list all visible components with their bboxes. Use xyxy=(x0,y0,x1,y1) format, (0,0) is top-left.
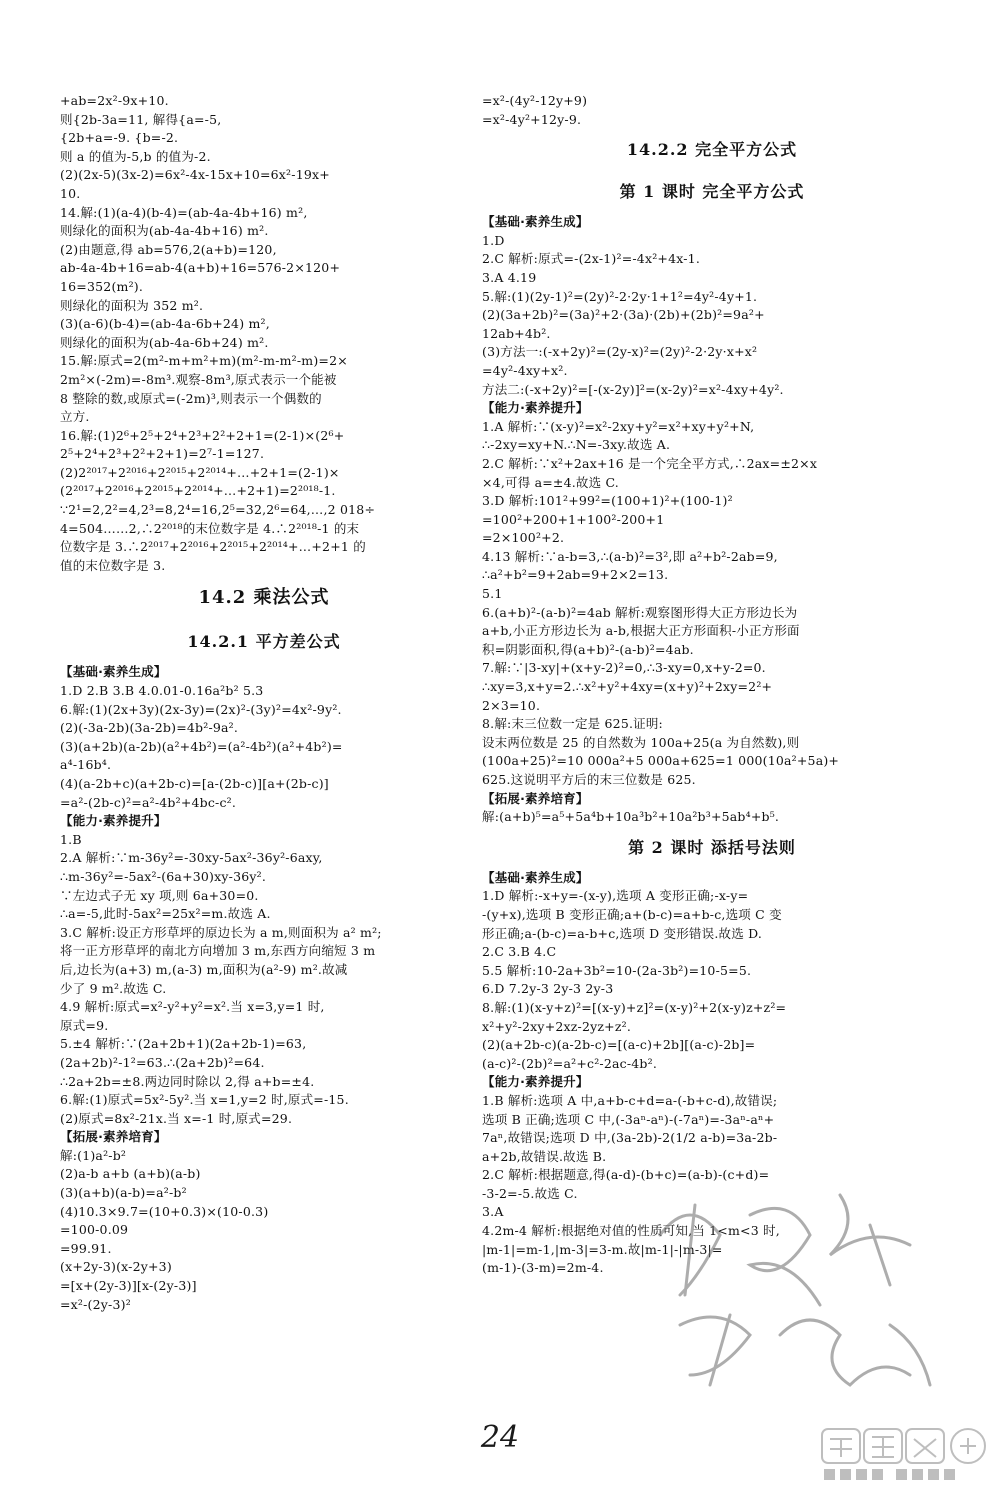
subsection-heading: 14.2.2 完全平方公式 xyxy=(626,140,798,160)
answer-line: 6.D 7.2y-3 2y-3 2y-3 xyxy=(482,981,614,997)
exercise-category-label: 【拓展·素养培育】 xyxy=(482,790,589,806)
answer-line: +ab=2x²-9x+10. xyxy=(60,93,169,108)
answer-line: 设末两位数是 25 的自然数为 100a+25(a 为自然数),则 xyxy=(482,734,800,750)
answer-line: (2a+2b)²-1²=63.∴(2a+2b)²=64. xyxy=(60,1054,265,1070)
answer-line: 6.(a+b)²-(a-b)²=4ab 解析:观察图形得大正方形边长为 xyxy=(482,604,798,620)
answer-line: 则 a 的值为-5,b 的值为-2. xyxy=(60,148,211,164)
answer-line: (4)10.3×9.7=(10+0.3)×(10-0.3) xyxy=(60,1203,269,1219)
answer-line: (a-c)²-(2b)²=a²+c²-2ac-4b². xyxy=(482,1055,657,1071)
answer-line: (2)由题意,得 ab=576,2(a+b)=120, xyxy=(60,241,277,257)
answer-line: 2.C 3.B 4.C xyxy=(482,944,557,960)
answer-line: ×4,可得 a=±4.故选 C. xyxy=(482,474,619,490)
answer-line: =x²-(2y-3)² xyxy=(60,1296,131,1312)
answer-line: x²+y²-2xy+2xz-2yz+z². xyxy=(482,1018,632,1034)
answer-line: 1.D xyxy=(482,232,505,248)
answer-line: 1.B 解析:选项 A 中,a+b-c+d=a-(-b+c-d),故错误; xyxy=(482,1092,778,1108)
page-number: 24 xyxy=(480,1420,520,1455)
answer-line: 则绿化的面积为(ab-4a-6b+24) m². xyxy=(60,334,269,350)
answer-line: (3)(a+2b)(a-2b)(a²+4b²)=(a²-4b²)(a²+4b²)= xyxy=(60,738,343,754)
answer-line: 积=阴影面积,得(a+b)²-(a-b)²=4ab. xyxy=(482,641,694,657)
answer-line: ∴xy=3,x+y=2.∴x²+y²+4xy=(x+y)²+2xy=2²+ xyxy=(482,679,773,695)
answer-line: 原式=9. xyxy=(60,1017,109,1033)
answer-line: (3)(a+b)(a-b)=a²-b² xyxy=(60,1185,187,1201)
answer-line: 6.解:(1)(2x+3y)(2x-3y)=(2x)²-(3y)²=4x²-9y². xyxy=(60,701,342,717)
answer-line: (2)(a+2b-c)(a-2b-c)=[(a-c)+2b][(a-c)-2b]= xyxy=(482,1037,756,1053)
answer-line: 3.C 解析:设正方形草坪的原边长为 a m,则面积为 a² m²; xyxy=(60,924,382,940)
answer-line: 12ab+4b². xyxy=(482,325,551,341)
answer-line: -3-2=-5.故选 C. xyxy=(482,1185,578,1201)
answer-line: (2)2²⁰¹⁷+2²⁰¹⁶+2²⁰¹⁵+2²⁰¹⁴+…+2+1=(2-1)× xyxy=(60,464,340,480)
answer-line: a+2b,故错误.故选 B. xyxy=(482,1148,607,1164)
answer-line: 625.这说明平方后的末三位数是 625. xyxy=(482,772,696,787)
answer-line: 5.±4 解析:∵(2a+2b+1)(2a+2b-1)=63, xyxy=(60,1036,307,1052)
exercise-category-label: 【基础·素养生成】 xyxy=(60,664,167,680)
subsection-heading: 第 1 课时 完全平方公式 xyxy=(619,182,805,202)
answer-line: ∴2a+2b=±8.两边同时除以 2,得 a+b=±4. xyxy=(60,1073,315,1089)
answer-line: (2)原式=8x²-21x.当 x=-1 时,原式=29. xyxy=(60,1110,293,1126)
answer-line: (100a+25)²=10 000a²+5 000a+625=1 000(10a²+5a)+ xyxy=(482,753,840,769)
answer-line: 1.A 解析:∵(x-y)²=x²-2xy+y²=x²+xy+y²+N, xyxy=(482,418,755,434)
subsection-heading: 14.2.1 平方差公式 xyxy=(187,632,341,652)
answer-line: =x²-(4y²-12y+9) xyxy=(482,93,588,108)
answer-line: 值的末位数字是 3. xyxy=(60,557,166,573)
answer-line: 6.解:(1)原式=5x²-5y².当 x=1,y=2 时,原式=-15. xyxy=(60,1092,349,1108)
answer-line: 将一正方形草坪的南北方向增加 3 m,东西方向缩短 3 m xyxy=(60,943,376,959)
section-heading: 14.2 乘法公式 xyxy=(198,587,330,609)
answer-line: 立方. xyxy=(60,409,90,425)
answer-line: ∵左边式子无 xy 项,则 6a+30=0. xyxy=(60,887,259,903)
answer-line: ab-4a-4b+16=ab-4(a+b)+16=576-2×120+ xyxy=(60,260,341,276)
answer-line: (m-1)-(3-m)=2m-4. xyxy=(482,1260,604,1276)
answer-line: a+b,小正方形边长为 a-b,根据大正方形面积-小正方形面 xyxy=(482,623,800,639)
answer-line: 16.解:(1)2⁶+2⁵+2⁴+2³+2²+2+1=(2-1)×(2⁶+ xyxy=(60,427,345,443)
answer-line: =x²-4y²+12y-9. xyxy=(482,111,582,127)
answer-line: 解:(a+b)⁵=a⁵+5a⁴b+10a³b²+10a²b³+5ab⁴+b⁵. xyxy=(482,809,780,825)
answer-line: 4.2m-4 解析:根据绝对值的性质可知,当 1<m<3 时, xyxy=(482,1223,780,1239)
answer-line: 位数字是 3.∴2²⁰¹⁷+2²⁰¹⁶+2²⁰¹⁵+2²⁰¹⁴+…+2+1 的 xyxy=(60,539,366,555)
answer-line: 5.解:(1)(2y-1)²=(2y)²-2·2y·1+1²=4y²-4y+1. xyxy=(482,288,758,304)
answer-site-logo xyxy=(818,1425,993,1483)
answer-line: (3)方法一:(-x+2y)²=(2y-x)²=(2y)²-2·2y·x+x² xyxy=(482,344,758,360)
answer-line: |m-1|=m-1,|m-3|=3-m.故|m-1|-|m-3|= xyxy=(482,1241,723,1257)
answer-line: 1.B xyxy=(60,831,82,847)
subsection-heading: 第 2 课时 添括号法则 xyxy=(628,837,796,857)
answer-line: 16=352(m²). xyxy=(60,278,144,294)
answer-line: 后,边长为(a+3) m,(a-3) m,面积为(a²-9) m².故减 xyxy=(60,961,348,977)
answer-line: 则{2b-3a=11, 解得{a=-5, xyxy=(60,111,222,127)
answer-line: 则绿化的面积为(ab-4a-4b+16) m². xyxy=(60,223,269,239)
answer-line: (3)(a-6)(b-4)=(ab-4a-6b+24) m², xyxy=(60,316,270,332)
answer-line: (2)(-3a-2b)(3a-2b)=4b²-9a². xyxy=(60,720,239,736)
answer-line: 3.A xyxy=(482,1204,504,1220)
answer-line: (2)a-b a+b (a+b)(a-b) xyxy=(60,1166,201,1182)
answer-line: 8.解:(1)(x-y+z)²=[(x-y)+z]²=(x-y)²+2(x-y)z+z²= xyxy=(482,999,787,1015)
answer-line: =2×100²+2. xyxy=(482,530,565,546)
answer-line: 4.9 解析:原式=x²-y²+y²=x².当 x=3,y=1 时, xyxy=(60,999,325,1015)
answer-line: 4.13 解析:∵a-b=3,∴(a-b)²=3²,即 a²+b²-2ab=9, xyxy=(482,548,778,564)
answer-line: 15.解:原式=2(m²-m+m²+m)(m²-m-m²-m)=2× xyxy=(60,353,348,369)
answer-line: 8.解:末三位数一定是 625.证明: xyxy=(482,716,663,732)
answer-line: 则绿化的面积为 352 m². xyxy=(60,297,204,313)
answer-line: (2)(3a+2b)²=(3a)²+2·(3a)·(2b)+(2b)²=9a²+ xyxy=(482,307,765,323)
answer-line: 少了 9 m².故选 C. xyxy=(60,980,167,996)
exercise-category-label: 【能力·素养提升】 xyxy=(482,1074,589,1090)
answer-line: 2m²×(-2m)=-8m³.观察-8m³,原式表示一个能被 xyxy=(60,371,337,387)
answer-line: 5.5 解析:10-2a+3b²=10-(2a-3b²)=10-5=5. xyxy=(482,962,752,978)
answer-line: 2⁵+2⁴+2³+2²+2+1)=2⁷-1=127. xyxy=(60,446,265,462)
answer-line: {2b+a=-9. {b=-2. xyxy=(60,130,179,146)
answer-line: ∴a=-5,此时-5ax²=25x²=m.故选 A. xyxy=(60,906,271,922)
answer-line: 解:(1)a²-b² xyxy=(60,1147,127,1163)
answer-line: 形正确;a-(b-c)=a-b+c,选项 D 变形错误.故选 D. xyxy=(482,925,763,941)
answer-line: (x+2y-3)(x-2y+3) xyxy=(60,1259,172,1275)
answer-line: (4)(a-2b+c)(a+2b-c)=[a-(2b-c)][a+(2b-c)] xyxy=(60,776,329,791)
answer-line: =[x+(2y-3)][x-(2y-3)] xyxy=(60,1278,197,1294)
answer-line: -(y+x),选项 B 变形正确;a+(b-c)=a+b-c,选项 C 变 xyxy=(482,906,782,922)
answer-line: =100²+200+1+100²-200+1 xyxy=(482,511,665,527)
answer-line: 1.D 2.B 3.B 4.0.01-0.16a²b² 5.3 xyxy=(60,683,264,699)
answer-line: =4y²-4xy+x². xyxy=(482,362,568,378)
answer-line: 2.C 解析:根据题意,得(a-d)-(b+c)=(a-b)-(c+d)= xyxy=(482,1167,770,1183)
answer-line: 2.C 解析:原式=-(2x-1)²=-4x²+4x-1. xyxy=(482,251,701,267)
answer-line: 3.A 4.19 xyxy=(482,269,537,285)
answer-line: 7.解:∵|3-xy|+(x+y-2)²=0,∴3-xy=0,x+y-2=0. xyxy=(482,660,766,676)
answer-line: ∴a²+b²=9+2ab=9+2×2=13. xyxy=(482,567,669,583)
exercise-category-label: 【基础·素养生成】 xyxy=(482,869,589,885)
exercise-category-label: 【基础·素养生成】 xyxy=(482,214,589,230)
answer-line: 2×3=10. xyxy=(482,697,541,713)
answer-line: 2.C 解析:∵x²+2ax+16 是一个完全平方式,∴2ax=±2×x xyxy=(482,455,818,471)
answer-line: 5.1 xyxy=(482,586,503,602)
exercise-category-label: 【能力·素养提升】 xyxy=(60,813,167,829)
answer-line: =a²-(2b-c)²=a²-4b²+4bc-c². xyxy=(60,794,237,810)
left-column xyxy=(60,92,468,1314)
answer-line: ∵2¹=2,2²=4,2³=8,2⁴=16,2⁵=32,2⁶=64,…,2 018÷ xyxy=(60,502,376,518)
right-column xyxy=(482,92,942,1278)
exercise-category-label: 【拓展·素养培育】 xyxy=(60,1129,167,1145)
answer-line: 8 整除的数,或原式=(-2m)³,则表示一个偶数的 xyxy=(60,390,322,406)
answer-line: 4=504……2,∴2²⁰¹⁸的末位数字是 4.∴2²⁰¹⁸-1 的末 xyxy=(60,520,360,536)
answer-line: a⁴-16b⁴. xyxy=(60,757,112,773)
answer-line: 方法二:(-x+2y)²=[-(x-2y)]²=(x-2y)²=x²-4xy+4y². xyxy=(482,381,784,397)
answer-line: ∴m-36y²=-5ax²-(6a+30)xy-36y². xyxy=(60,868,267,884)
answer-line: 1.D 解析:-x+y=-(x-y),选项 A 变形正确;-x-y= xyxy=(482,888,749,904)
answer-line: 2.A 解析:∵m-36y²=-30xy-5ax²-36y²-6axy, xyxy=(60,850,323,866)
answer-line: 10. xyxy=(60,185,81,201)
answer-line: 7aⁿ,故错误;选项 D 中,(3a-2b)-2(1/2 a-b)=3a-2b- xyxy=(482,1130,778,1146)
answer-line: 选项 B 正确;选项 C 中,(-3aⁿ-aⁿ)-(-7aⁿ)=-3aⁿ-aⁿ+ xyxy=(482,1111,775,1127)
answer-line: =100-0.09 xyxy=(60,1222,129,1238)
answer-line: (2²⁰¹⁷+2²⁰¹⁶+2²⁰¹⁵+2²⁰¹⁴+…+2+1)=2²⁰¹⁸-1. xyxy=(60,483,336,499)
answer-line: 14.解:(1)(a-4)(b-4)=(ab-4a-4b+16) m², xyxy=(60,204,308,220)
exercise-category-label: 【能力·素养提升】 xyxy=(482,400,589,416)
answer-line: =99.91. xyxy=(60,1240,112,1256)
answer-line: (2)(2x-5)(3x-2)=6x²-4x-15x+10=6x²-19x+ xyxy=(60,167,330,183)
answer-line: ∴-2xy=xy+N.∴N=-3xy.故选 A. xyxy=(482,437,671,453)
answer-line: 3.D 解析:101²+99²=(100+1)²+(100-1)² xyxy=(482,493,733,509)
